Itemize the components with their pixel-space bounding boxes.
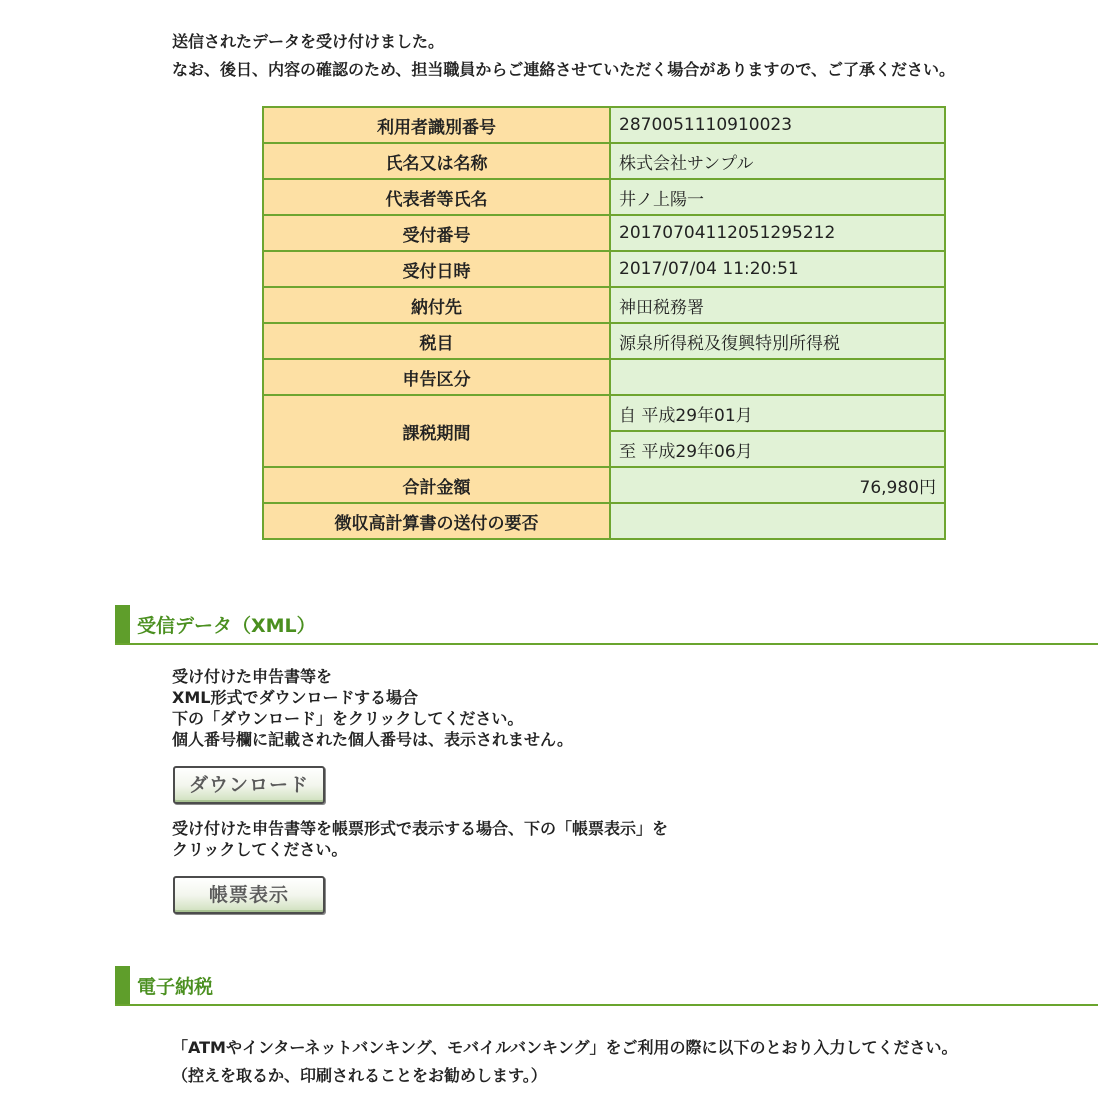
- row-label: 申告区分: [263, 359, 610, 395]
- download-description: [172, 666, 573, 750]
- row-value: 20170704112051295212: [610, 215, 945, 251]
- intro-line-2: なお、後日、内容の確認のため、担当職員からご連絡させていただく場合がありますので、ご了承ください。: [172, 60, 956, 79]
- table-row: [263, 359, 945, 395]
- table-row: [263, 395, 945, 431]
- statement-label: 徴収高計算書の送付の要否: [263, 503, 610, 539]
- desc-line: 受け付けた申告書等を帳票形式で表示する場合、下の「帳票表示」を: [172, 819, 669, 838]
- row-label: 税目: [263, 323, 610, 359]
- section-title: 受信データ（XML）: [137, 615, 316, 637]
- statement-value: [610, 503, 945, 539]
- row-value: 源泉所得税及復興特別所得税: [610, 323, 945, 359]
- table-row: [263, 215, 945, 251]
- row-label: 氏名又は名称: [263, 143, 610, 179]
- row-value: [610, 359, 945, 395]
- form-display-button[interactable]: 帳票表示: [173, 876, 325, 914]
- section-header-xml: [115, 605, 1098, 645]
- receipt-summary-table: [262, 106, 946, 540]
- row-label: 受付日時: [263, 251, 610, 287]
- table-row: [263, 287, 945, 323]
- desc-line: 「ATMやインターネットバンキング、モバイルバンキング」をご利用の際に以下のとおり入力してください。: [172, 1038, 958, 1057]
- epay-description: [172, 1034, 958, 1090]
- period-to: 至 平成29年06月: [610, 431, 945, 467]
- desc-line: クリックしてください。: [172, 840, 348, 859]
- period-from: 自 平成29年01月: [610, 395, 945, 431]
- table-row: [263, 467, 945, 503]
- section-title: 電子納税: [137, 976, 214, 998]
- table-row: [263, 143, 945, 179]
- table-row: [263, 179, 945, 215]
- row-value: 2017/07/04 11:20:51: [610, 251, 945, 287]
- download-button[interactable]: ダウンロード: [173, 766, 325, 804]
- desc-line: 個人番号欄に記載された個人番号は、表示されません。: [172, 730, 573, 749]
- section-header-epay: [115, 966, 1098, 1006]
- table-row: [263, 323, 945, 359]
- row-label: 納付先: [263, 287, 610, 323]
- row-label: 代表者等氏名: [263, 179, 610, 215]
- desc-line: （控えを取るか、印刷されることをお勧めします。）: [172, 1066, 547, 1085]
- intro-line-1: 送信されたデータを受け付けました。: [172, 32, 445, 51]
- row-value: 株式会社サンプル: [610, 143, 945, 179]
- row-label: 利用者識別番号: [263, 107, 610, 143]
- table-row: [263, 251, 945, 287]
- total-label: 合計金額: [263, 467, 610, 503]
- intro-message: [172, 28, 955, 84]
- form-display-description: [172, 818, 668, 860]
- row-value: 2870051110910023: [610, 107, 945, 143]
- section-marker: [115, 966, 130, 1004]
- table-row: [263, 107, 945, 143]
- row-value: 神田税務署: [610, 287, 945, 323]
- desc-line: 下の「ダウンロード」をクリックしてください。: [172, 709, 524, 728]
- desc-line: XML形式でダウンロードする場合: [172, 688, 418, 707]
- desc-line: 受け付けた申告書等を: [172, 667, 333, 686]
- total-value: 76,980円: [610, 467, 945, 503]
- section-marker: [115, 605, 130, 643]
- row-value: 井ノ上陽一: [610, 179, 945, 215]
- table-row: [263, 503, 945, 539]
- row-label: 受付番号: [263, 215, 610, 251]
- period-label: 課税期間: [263, 395, 610, 467]
